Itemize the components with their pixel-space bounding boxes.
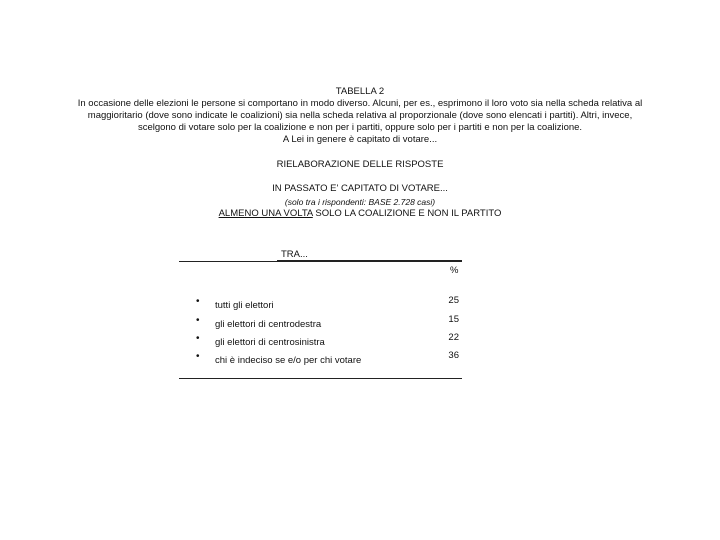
row-value: 22 [448,332,459,343]
row-label: tutti gli elettori [215,300,274,311]
page-title: TABELLA 2 [335,86,385,97]
table-rule-bottom [179,378,462,379]
row-label: chi è indeciso se e/o per chi votare [215,355,362,366]
table-row [196,296,464,312]
question-line: scelgono di votare solo per la coalizione e non per i partiti, oppure solo per i partiti e non per la coalizione. [137,122,583,133]
bullet-icon: • [196,296,200,307]
base-note: (solo tra i rispondenti: BASE 2.728 casi) [284,197,436,207]
table-row [196,333,464,349]
question-line: maggioritario (dove sono indicate le coalizioni) sia nella scheda relativa al proporzionale (dove sono elencati i partiti). Altri, invece, [87,110,633,121]
table-row [196,351,464,367]
bullet-icon: • [196,351,200,362]
question-line: A Lei in genere è capitato di votare... [282,134,438,145]
filter-caption-underlined: ALMENO UNA VOLTA [218,208,313,219]
table-group-label: TRA... [281,249,308,260]
table-subtitle: IN PASSATO E' CAPITATO DI VOTARE... [272,183,448,194]
filter-caption-rest: SOLO LA COALIZIONE E NON IL PARTITO [312,208,502,219]
row-label: gli elettori di centrosinistra [215,337,325,348]
row-value: 36 [448,350,459,361]
section-heading: RIELABORAZIONE DELLE RISPOSTE [276,159,444,170]
row-label: gli elettori di centrodestra [215,319,322,330]
bullet-icon: • [196,315,200,326]
filter-caption [0,208,720,220]
percent-unit-header: % [450,265,459,276]
row-value: 15 [448,314,459,325]
question-text [0,98,720,146]
question-line: In occasione delle elezioni le persone si comportano in modo diverso. Alcuni, per es., esprimono il loro voto sia nella scheda relativa al [77,98,643,109]
row-value: 25 [448,295,459,306]
table-rule-header [179,261,462,262]
bullet-icon: • [196,333,200,344]
table-row [196,315,464,331]
